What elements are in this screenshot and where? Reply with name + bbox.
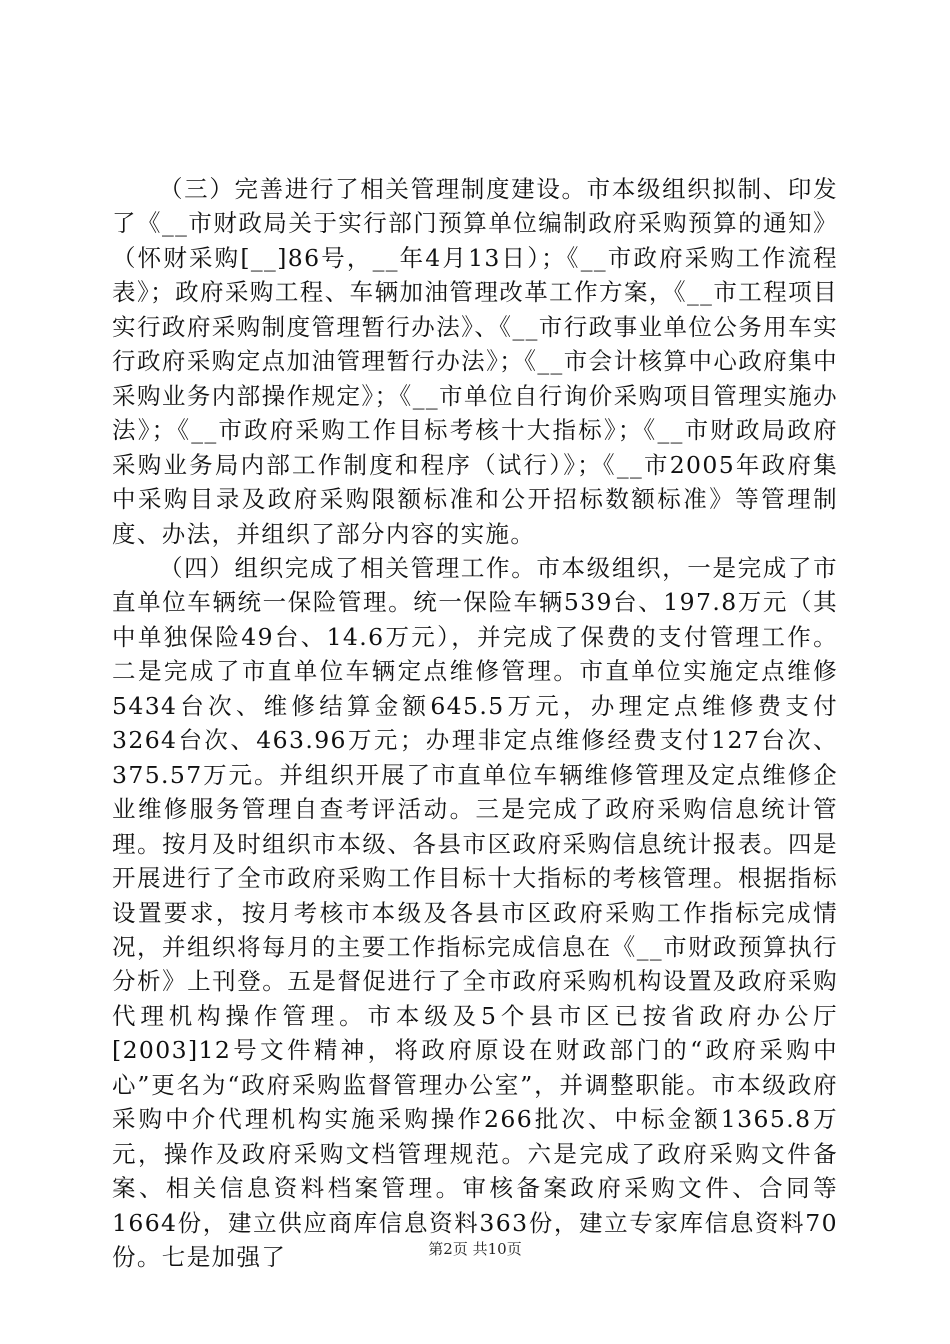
paragraph-3: （三）完善进行了相关管理制度建设。市本级组织拟制、印发了《__市财政局关于实行部门预算单位编制政府采购预算的通知》（怀财采购[__]86号，__年4月13日）；《__市政府采购工作流程表》；政府采购工程、车辆加油管理改革工作方案，《__市工程项目实行政府采购制度管理暂行办法》、《__市行政事业单位公务用车实行政府采购定点加油管理暂行办法》；《__市会计核算中心政府集中采购业务内部操作规定》；《__市单位自行询价采购项目管理实施办法》；《__市政府采购工作目标考核十大指标》；《__市财政局政府采购业务局内部工作制度和程序（试行）》；《__市2005年政府集中采购目录及政府采购限额标准和公开招标数额标准》等管理制度、办法，并组织了部分内容的实施。 [112, 175, 838, 548]
page-footer: 第2页 共10页 [428, 1240, 522, 1258]
document-body [112, 172, 838, 1275]
paragraph-4: （四）组织完成了相关管理工作。市本级组织，一是完成了市直单位车辆统一保险管理。统一保险车辆539台、197.8万元（其中单独保险49台、14.6万元），并完成了保费的支付管理工作。二是完成了市直单位车辆定点维修管理。市直单位实施定点维修5434台次、维修结算金额645.5万元，办理定点维修费支付3264台次、463.96万元；办理非定点维修经费支付127台次、375.57万元。并组织开展了市直单位车辆维修管理及定点维修企业维修服务管理自查考评活动。三是完成了政府采购信息统计管理。按月及时组织市本级、各县市区政府采购信息统计报表。四是开展进行了全市政府采购工作目标十大指标的考核管理。根据指标设置要求，按月考核市本级及各县市区政府采购工作指标完成情况，并组织将每月的主要工作指标完成信息在《__市财政预算执行分析》上刊登。五是督促进行了全市政府采购机构设置及政府采购代理机构操作管理。市本级及5个县市区已按省政府办公厅[2003]12号文件精神，将政府原设在财政部门的“政府采购中心”更名为“政府采购监督管理办公室”，并调整职能。市本级政府采购中介代理机构实施采购操作266批次、中标金额1365.8万元，操作及政府采购文档管理规范。六是完成了政府采购文件备案、相关信息资料档案管理。审核备案政府采购文件、合同等1664份，建立供应商库信息资料363份，建立专家库信息资料70份。七是加强了 [112, 553, 838, 1272]
